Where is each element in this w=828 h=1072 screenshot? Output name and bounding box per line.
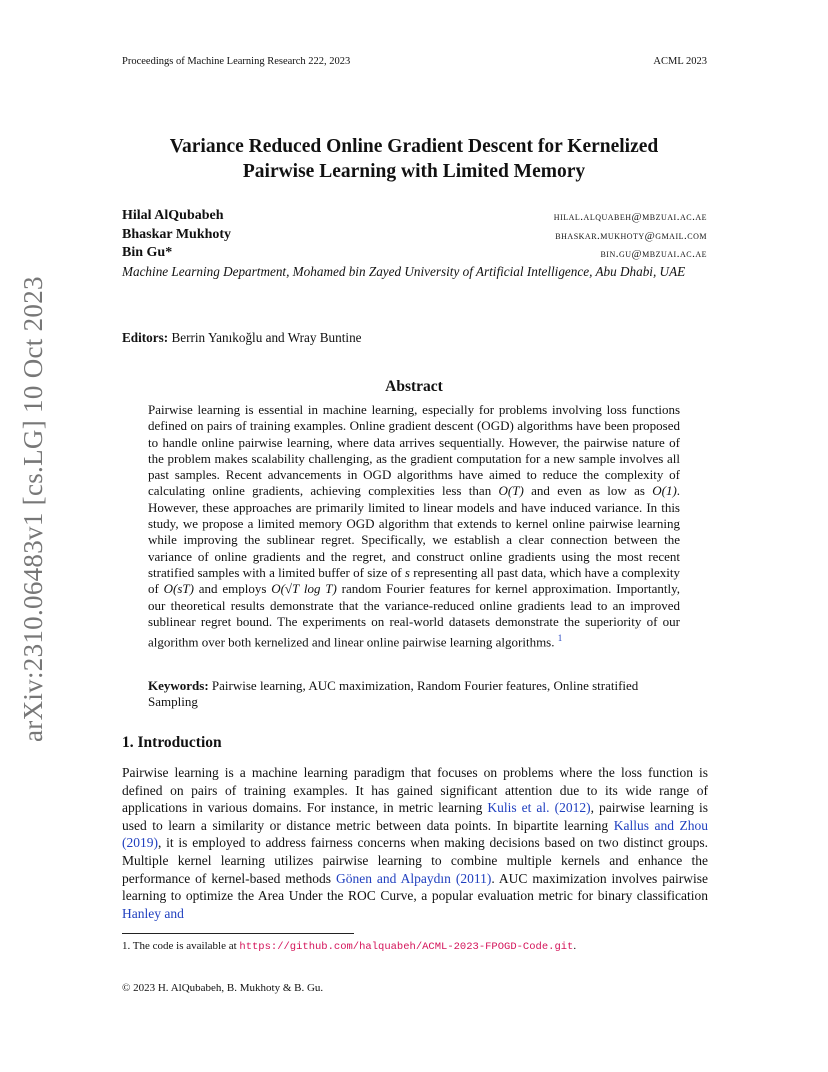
author-email-2[interactable]: bhaskar.mukhoty@gmail.com (555, 230, 707, 242)
math: O(√T log T) (271, 581, 337, 597)
citation-link[interactable]: Kulis et al. (487, 800, 550, 816)
intro-text: , it is employed to address fairness concerns when making decisions based on two distinct groups. Multiple kernel learning utilizes pairwise learning to combine multiple kernels and enhance the performance of kernel-based methods (122, 835, 708, 886)
citation-link[interactable]: Hanley and (122, 905, 184, 921)
footnote-rule (122, 933, 354, 934)
keywords-text: Pairwise learning, AUC maximization, Random Fourier features, Online stratified Sampling (148, 678, 639, 710)
citation-year-link[interactable]: (2011) (455, 870, 492, 886)
abstract-text: . However, these approaches are primarily limited to linear models and have induced variance. In this study, we propose a limited memory OGD algorithm that extends to kernel online pairwise learning while improving the sublinear regret. Specifically, we establish a clear connection between the variance of online gradients and the regret, and construct online gradients using the most recent stratified samples with a limited buffer of size of (148, 483, 681, 580)
footnote (122, 940, 576, 953)
title-line-1: Variance Reduced Online Gradient Descent for Kernelized (169, 136, 659, 157)
copyright-notice: © 2023 H. AlQubabeh, B. Mukhoty & B. Gu. (122, 982, 324, 994)
citation-link[interactable]: Kallus and Zhou (613, 817, 709, 833)
title-line-2: Pairwise Learning with Limited Memory (242, 161, 586, 182)
abstract-text: and employs (198, 581, 267, 597)
math: O(T) (498, 483, 524, 499)
citation-link[interactable]: Gönen and Alpaydın (335, 870, 451, 886)
citation-year-link[interactable]: (2019) (122, 835, 158, 851)
footnote-text: 1. The code is available at (122, 940, 237, 952)
running-header-right: ACML 2023 (653, 56, 707, 67)
running-header-left: Proceedings of Machine Learning Research 222, 2023 (122, 56, 351, 67)
author-email-3[interactable]: bin.gu@mbzuai.ac.ae (600, 248, 707, 260)
author-name-2: Bhaskar Mukhoty (122, 227, 232, 242)
intro-text: , pairwise learning is used to learn a similarity or distance metric between data points. In bipartite learning (122, 800, 709, 833)
section-heading-introduction: 1. Introduction (122, 734, 222, 751)
editors-line (122, 330, 362, 346)
keywords (148, 678, 680, 711)
introduction-body (122, 764, 708, 922)
abstract-text: representing all past data, which have a complexity of (148, 564, 681, 597)
abstract-text: and even as low as (531, 483, 645, 499)
math: O(sT) (163, 581, 194, 597)
author-name-1: Hilal AlQubabeh (122, 208, 224, 223)
footnote-end: . (573, 940, 577, 952)
arxiv-side-label: arXiv:2310.06483v1 [cs.LG] 10 Oct 2023 (18, 276, 48, 742)
citation-year-link[interactable]: (2012) (554, 800, 591, 816)
abstract-text: Pairwise learning is essential in machine learning, especially for problems involving loss functions defined on pairs of training examples. Online gradient descent (OGD) algorithms have been proposed to handle online pairwise learning, where data arrives sequentially. However, the pairwise nature of the problem makes scalability challenging, as the gradient computation for a new sample involves all past samples. Recent advancements in OGD algorithms have aimed to reduce the complexity of calculating online gradients, achieving complexities less than (148, 402, 680, 499)
abstract-text: random Fourier features for kernel approximation. Importantly, our theoretical results demonstrate that the variance-reduced online gradients lead to an improved sublinear regret bound. The experiments on real-world datasets demonstrate the superiority of our algorithm over both kernelized and linear online pairwise learning algorithms. (148, 581, 681, 650)
author-email-1[interactable]: hilal.alquabeh@mbzuai.ac.ae (553, 211, 707, 223)
math: s (404, 564, 410, 580)
abstract-heading: Abstract (385, 378, 443, 395)
editors-names: Berrin Yanıkoğlu and Wray Buntine (171, 330, 362, 345)
intro-text: . AUC maximization involves pairwise learning to optimize the Area Under the ROC Curve, a popular evaluation metric for binary classification (122, 870, 708, 904)
intro-text: Pairwise learning is a machine learning paradigm that focuses on problems where the loss function is defined on pairs of training examples. It has gained significant attention due to its wide range of applications in various domains. For instance, in metric learning (122, 765, 708, 816)
affiliation: Machine Learning Department, Mohamed bin Zayed University of Artificial Intelligence, Abu Dhabi, UAE (122, 264, 686, 279)
keywords-label: Keywords: (148, 678, 209, 693)
code-url-link[interactable]: https://github.com/halquabeh/ACML-2023-FPOGD-Code.git (239, 941, 574, 953)
abstract-body (148, 402, 680, 651)
author-name-3: Bin Gu* (122, 245, 173, 260)
math: O(1) (652, 483, 677, 499)
paper-title (100, 134, 728, 184)
editors-label: Editors: (122, 330, 169, 345)
footnote-marker[interactable]: 1 (557, 633, 563, 644)
